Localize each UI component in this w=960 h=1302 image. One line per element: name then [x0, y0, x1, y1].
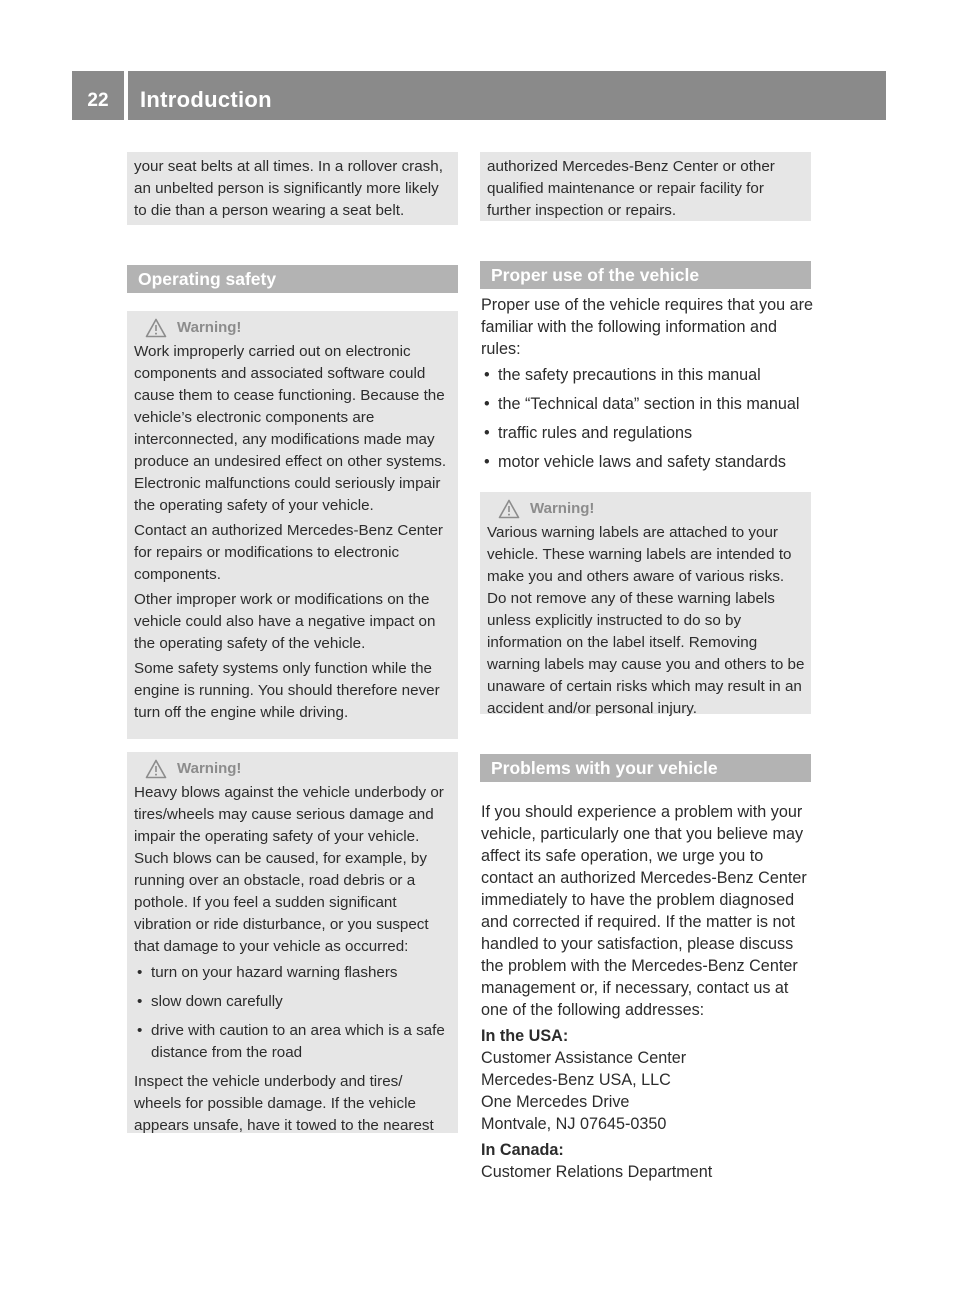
address-line: Customer Assistance Center [481, 1049, 687, 1067]
list-item: • motor vehicle laws and safety standards [481, 451, 815, 473]
section-heading-proper-use: Proper use of the vehicle [480, 261, 811, 289]
address-line: Montvale, NJ 07645-0350 [481, 1115, 667, 1133]
warning-paragraph: Other improper work or modifications on the vehicle could also have a negative impact on the operating safety of the vehicle. [134, 591, 436, 652]
problems-section [481, 801, 815, 1183]
section-heading-problems: Problems with your vehicle [480, 754, 811, 782]
warning-box-underbody [127, 752, 458, 1133]
warning-paragraph: Inspect the vehicle underbody and tires/ wheels for possible damage. If the vehicle appears unsafe, have it towed to the nearest [134, 1073, 434, 1134]
continued-text-box [127, 152, 458, 225]
list-item: • the safety precautions in this manual [481, 364, 815, 386]
continued-text: your seat belts at all times. In a rollover crash, an unbelted person is significantly more likely to die than a person wearing a seat belt. [134, 158, 443, 219]
warning-triangle-icon [145, 318, 167, 338]
warning-triangle-icon [145, 759, 167, 779]
warning-header [134, 317, 452, 339]
list-item: • the “Technical data” section in this manual [481, 393, 815, 415]
warning-label: Warning! [177, 319, 242, 336]
address-line: One Mercedes Drive [481, 1093, 630, 1111]
warning-triangle-icon [498, 499, 520, 519]
body-paragraph: Proper use of the vehicle requires that you are familiar with the following information and rules: [481, 296, 814, 358]
body-paragraph: If you should experience a problem with your vehicle, particularly one that you believe may affect its safe operation, we urge you to contact an authorized Mercedes-Benz Center immediately to have the problem diagnosed and corrected if required. If the matter is not handled to your satisfaction, please discuss the problem with the Mercedes-Benz Center management or, if necessary, contact us at one of the following addresses: [481, 803, 807, 1019]
proper-use-section [481, 294, 815, 480]
list-item: • drive with caution to an area which is a safe distance from the road [134, 1020, 452, 1064]
list-item: • slow down carefully [134, 991, 452, 1013]
continued-text-box [480, 152, 811, 221]
warning-label: Warning! [177, 760, 242, 777]
list-item: • turn on your hazard warning flashers [134, 962, 452, 984]
warning-box-labels [480, 492, 811, 717]
warning-header [487, 498, 805, 520]
address-line: Mercedes-Benz USA, LLC [481, 1071, 671, 1089]
page-title: Introduction [140, 87, 272, 112]
warning-box-electronics [127, 311, 458, 739]
address-heading-canada: In Canada: [481, 1141, 564, 1159]
warning-paragraph: Work improperly carried out on electronic components and associated software could cause them to cease functioning. Because the vehicle’s electronic components are interconnected, any modifications made may produce an undesired effect on other systems. Electronic malfunctions could seriously impair the operating safety of your vehicle. [134, 343, 447, 514]
list-item: • traffic rules and regulations [481, 422, 815, 444]
warning-paragraph: Contact an authorized Mercedes-Benz Center for repairs or modifications to electronic components. [134, 522, 443, 583]
address-heading-usa: In the USA: [481, 1027, 569, 1045]
warning-paragraph: Some safety systems only function while the engine is running. You should therefore never turn off the engine while driving. [134, 660, 440, 721]
page-number: 22 [87, 90, 109, 111]
header-divider [124, 71, 128, 120]
warning-paragraph: Heavy blows against the vehicle underbody or tires/wheels may cause serious damage and impair the operating safety of your vehicle. Such blows can be caused, for example, by running over an obstacle, road debris or a pothole. If you feel a sudden significant vibration or ride disturbance, or you suspect that damage to your vehicle as occurred: [134, 784, 444, 955]
warning-header [134, 758, 452, 780]
address-line: Customer Relations Department [481, 1163, 713, 1181]
warning-paragraph: Various warning labels are attached to your vehicle. These warning labels are intended to make you and others aware of various risks. Do not remove any of these warning labels unless explicitly instructed to do so by information on the label itself. Removing warning labels may cause you and others to be unaware of certain risks which may result in an accident and/or personal injury. [487, 524, 805, 717]
continued-text: authorized Mercedes-Benz Center or other qualified maintenance or repair facility for further inspection or repairs. [487, 158, 775, 219]
warning-bullet-list [134, 962, 452, 1064]
section-heading-operating-safety: Operating safety [127, 265, 458, 293]
warning-label: Warning! [530, 500, 595, 517]
proper-use-list [481, 364, 815, 473]
